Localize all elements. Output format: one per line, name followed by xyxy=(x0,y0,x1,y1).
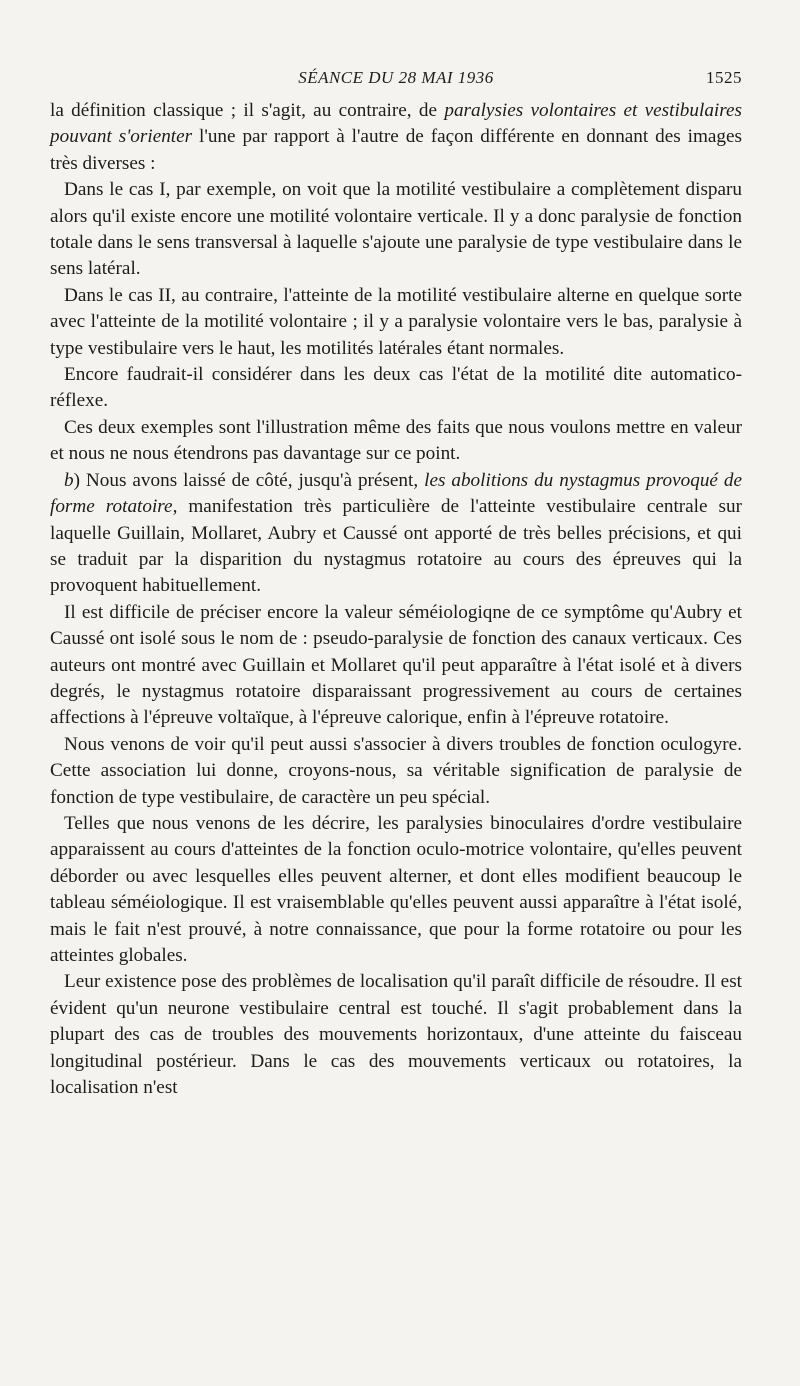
text-run: Dans le cas II, au contraire, l'atteinte de la motilité vestibulaire alterne en quelque sorte avec l'atteinte de la motilité volontaire ; il y a paralysie volontaire vers le bas, paralysie à type vestibulaire vers le haut, les motilités latérales étant normales. xyxy=(50,284,742,359)
text-run: Nous venons de voir qu'il peut aussi s'associer à divers troubles de fonction oculogyre. Cette association lui donne, croyons-nous, sa véritable signification de paralysie de fonction de type vestibulaire, de caractère un peu spécial. xyxy=(50,733,742,808)
text-run: l'une par rapport à l'autre de façon différente en donnant des images très diverses : xyxy=(50,126,743,174)
paragraph-2 xyxy=(50,177,742,283)
paragraph-6 xyxy=(50,468,742,600)
paragraph-4 xyxy=(50,362,742,415)
text-run: ) Nous avons laissé de côté, jusqu'à présent, xyxy=(73,469,425,491)
text-run: Il est difficile de préciser encore la valeur séméiologiqne de ce symptôme qu'Aubry et Caussé ont isolé sous le nom de : pseudo-paralysie de fonction des canaux verticaux. Ces auteurs ont montré avec Guillain et Mollaret qu'il peut apparaître à l'état isolé et à divers degrés, le nystagmus rotatoire disparaissant progressivement au cours de certaines affections à l'épreuve voltaïque, à l'épreuve calorique, enfin à l'épreuve rotatoire. xyxy=(50,601,742,729)
text-run: Leur existence pose des problèmes de localisation qu'il paraît difficile de résoudre. Il est évident qu'un neurone vestibulaire central est touché. Il s'agit probablement dans la plupart des cas de troubles des mouvements horizontaux, d'une atteinte du faisceau longitudinal postérieur. Dans le cas des mouvements verticaux ou rotatoires, la localisation n'est xyxy=(50,971,742,1099)
text-run: Encore faudrait-il considérer dans les deux cas l'état de la motilité dite automatico-réflexe. xyxy=(50,364,742,412)
italic-run: paralysies volontaires et vestibulaires pouvant s'orienter xyxy=(50,100,742,148)
paragraph-1 xyxy=(50,98,742,177)
body-text xyxy=(50,98,742,1101)
text-run: Ces deux exemples sont l'illustration même des faits que nous voulons mettre en valeur et nous ne nous étendrons pas davantage sur ce point. xyxy=(50,416,742,465)
text-run: Dans le cas I, par exemple, on voit que la motilité vestibulaire a complètement disparu alors qu'il existe encore une motilité volontaire verticale. Il y a donc paralysie de fonction totale dans le sens transversal à laquelle s'ajoute une paralysie de type vestibulaire dans le sens latéral. xyxy=(50,179,742,280)
running-header xyxy=(50,68,742,98)
paragraph-10 xyxy=(50,969,742,1101)
paragraph-8 xyxy=(50,732,742,811)
page-number: 1525 xyxy=(706,68,742,87)
text-run: la définition classique ; il s'agit, au contraire, de xyxy=(50,100,445,121)
header-title: SÉANCE DU 28 MAI 1936 xyxy=(298,68,494,87)
text-run: manifestation très particulière de l'atteinte vestibulaire centrale sur laquelle Guillain, Mollaret, Aubry et Caussé ont apporté de très belles précisions, et qui se traduit par la disparition du nystagmus rotatoire au cours des épreuves qui la provoquent habituellement. xyxy=(50,496,742,597)
paragraph-3 xyxy=(50,283,742,362)
paragraph-5 xyxy=(50,415,742,468)
italic-run: les abolitions du nystagmus provoqué de forme rotatoire, xyxy=(50,469,742,518)
paragraph-9 xyxy=(50,811,742,969)
paragraph-7 xyxy=(50,600,742,732)
italic-run: b xyxy=(64,469,74,491)
text-run: Telles que nous venons de les décrire, les paralysies binoculaires d'ordre vestibulaire apparaissent au cours d'atteintes de la fonction oculo-motrice volontaire, qu'elles peuvent déborder ou avec lesquelles elles peuvent alterner, et dont elles modifient beaucoup le tableau séméiologique. Il est vraisemblable qu'elles peuvent aussi apparaître à l'état isolé, mais le fait n'est prouvé, à notre connaissance, que pour la forme rotatoire ou pour les atteintes globales. xyxy=(50,812,742,966)
